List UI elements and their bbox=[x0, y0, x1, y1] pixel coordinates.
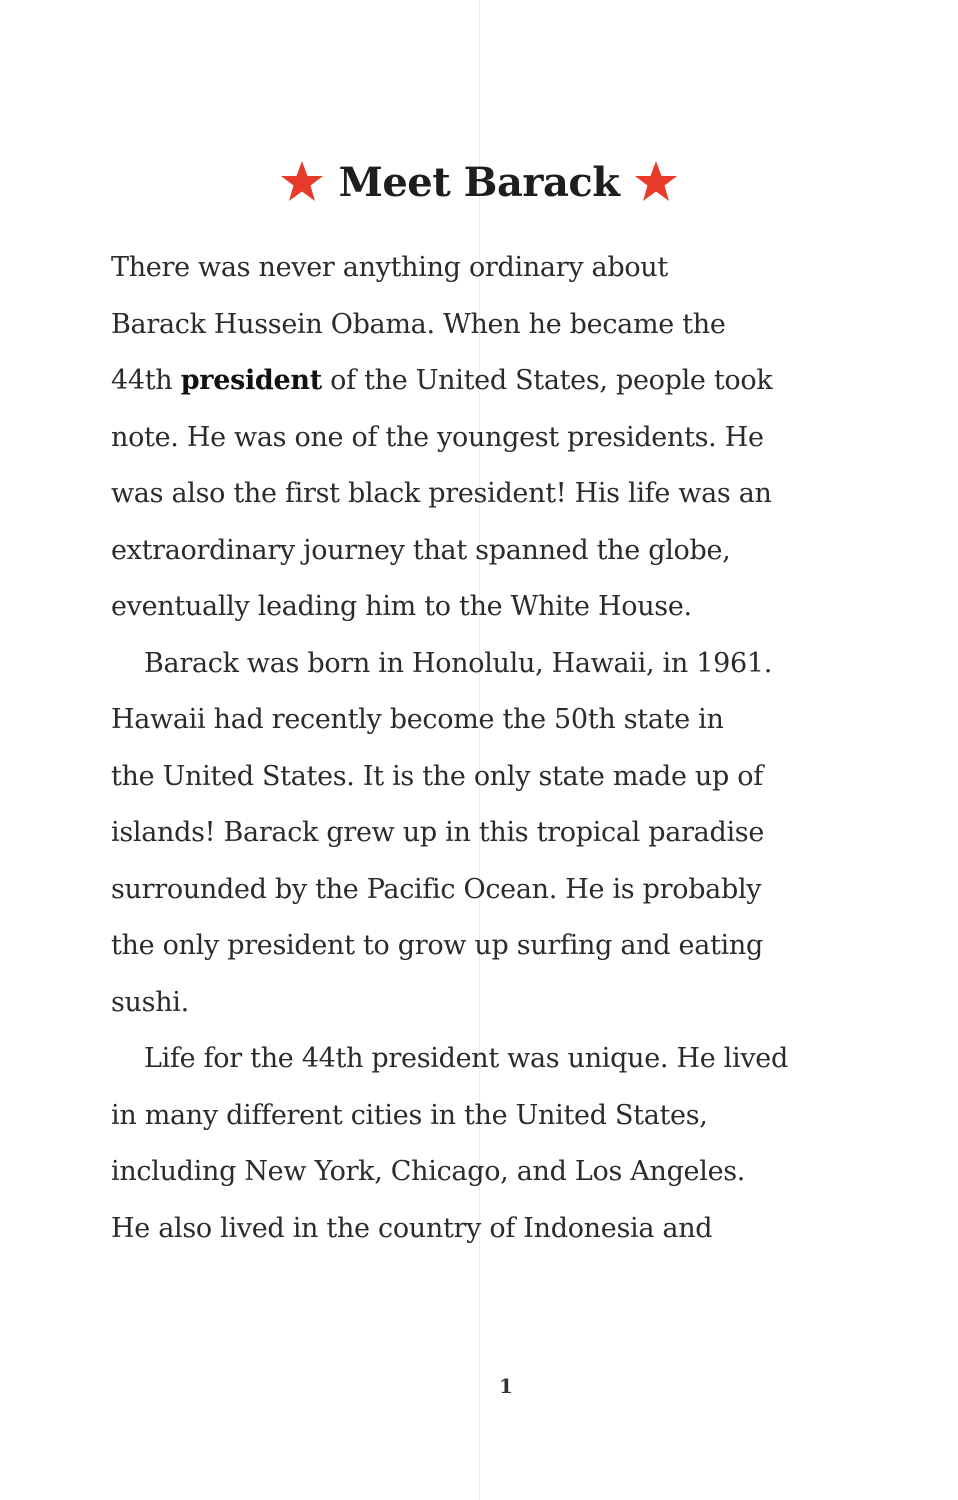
text-line: Barack Hussein Obama. When he became the bbox=[111, 308, 726, 340]
text-line: extraordinary journey that spanned the globe, bbox=[111, 534, 731, 566]
chapter-heading bbox=[0, 150, 958, 214]
text-line: in many different cities in the United States, bbox=[111, 1099, 708, 1131]
star-icon bbox=[279, 159, 325, 205]
text-line: eventually leading him to the White House. bbox=[111, 591, 692, 622]
body-text bbox=[111, 240, 856, 1257]
chapter-title: Meet Barack bbox=[338, 158, 620, 206]
text-line: islands! Barack grew up in this tropical paradise bbox=[111, 817, 765, 848]
text-line: the United States. It is the only state made up of bbox=[111, 760, 763, 792]
text-line: sushi. bbox=[111, 986, 189, 1018]
text-run: 44th bbox=[111, 365, 181, 396]
text-line: note. He was one of the youngest presidents. He bbox=[111, 421, 764, 453]
text-line: Barack was born in Honolulu, Hawaii, in 1961. bbox=[144, 647, 773, 679]
text-line: Life for the 44th president was unique. He lived bbox=[144, 1043, 788, 1074]
text-line: the only president to grow up surfing and eating bbox=[111, 930, 763, 961]
text-line: including New York, Chicago, and Los Angeles. bbox=[111, 1156, 746, 1187]
text-line: was also the first black president! His life was an bbox=[111, 478, 772, 509]
glossary-term: president bbox=[180, 365, 322, 396]
text-line: He also lived in the country of Indonesia and bbox=[111, 1212, 713, 1244]
star-icon bbox=[633, 159, 679, 205]
text-line: surrounded by the Pacific Ocean. He is probably bbox=[111, 873, 762, 905]
page-number: 1 bbox=[499, 1374, 513, 1398]
text-line bbox=[111, 353, 856, 410]
text-line: There was never anything ordinary about bbox=[111, 252, 668, 283]
text-line: Hawaii had recently become the 50th state in bbox=[111, 704, 724, 735]
text-run: of the United States, people took bbox=[321, 365, 773, 396]
